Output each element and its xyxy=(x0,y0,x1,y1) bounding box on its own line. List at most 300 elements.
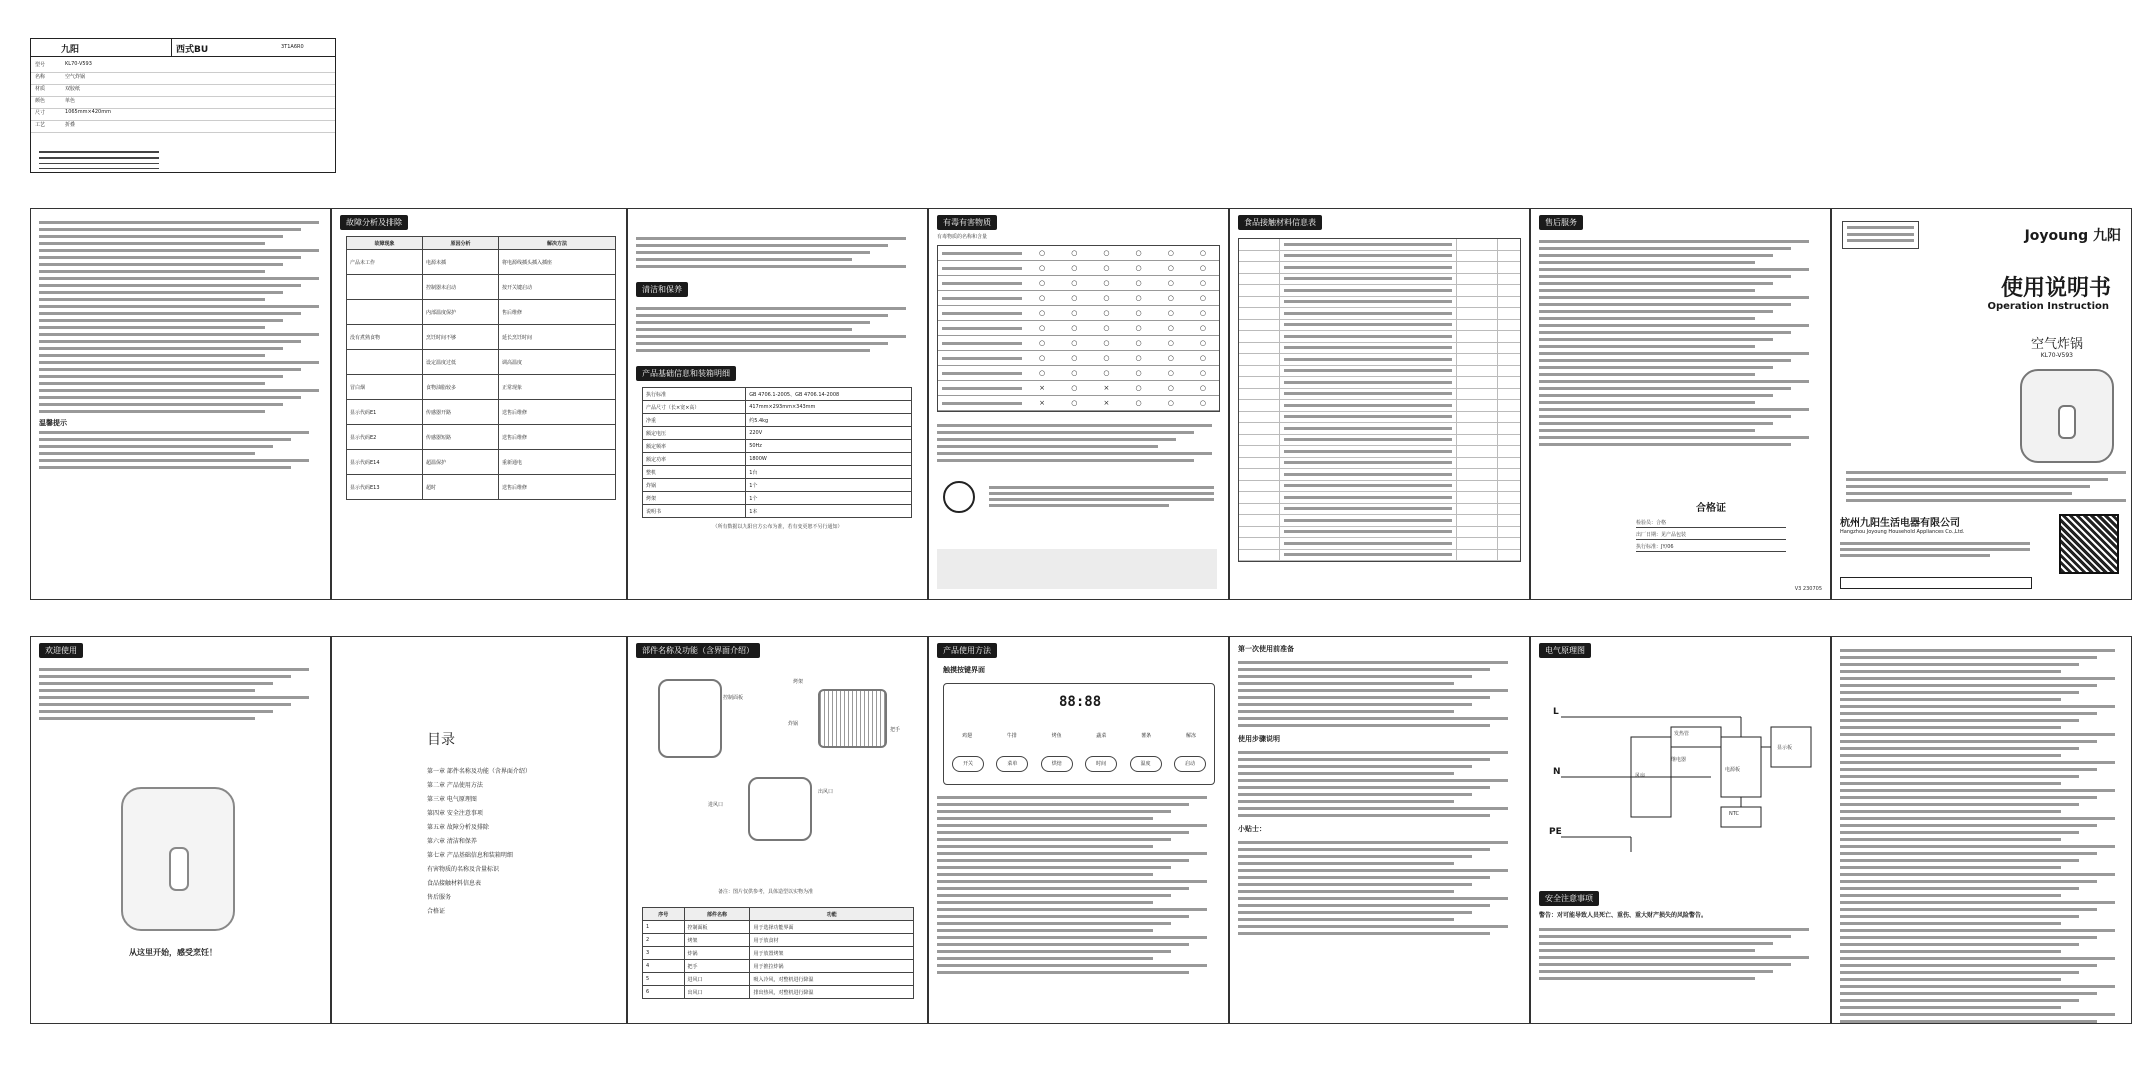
text-line xyxy=(1238,800,1454,803)
toc-item[interactable]: 合格证 xyxy=(427,908,446,915)
hazard-grid xyxy=(937,245,1220,412)
table-row: 额定电压 220V xyxy=(643,427,912,440)
text-line xyxy=(39,466,291,469)
control-button[interactable]: 菜单 xyxy=(996,756,1028,772)
recycle-icon xyxy=(943,481,975,513)
table-row: 冒白烟 食物油脂较多 正常现象 xyxy=(347,375,616,400)
text-line xyxy=(937,859,1189,862)
text-line xyxy=(1539,331,1791,334)
control-button[interactable]: 解冻 xyxy=(1185,733,1196,739)
text-line xyxy=(1840,1013,2115,1016)
food-row xyxy=(1239,354,1520,366)
fault-header: 原因分析 xyxy=(422,237,498,250)
cover-product-name: 空气炸锅 xyxy=(2030,337,2083,352)
text-line xyxy=(636,328,852,331)
text-line xyxy=(1539,240,1809,243)
header-rows xyxy=(31,61,335,133)
text-line xyxy=(1539,394,1773,397)
hazard-row: ○ ○ ○ ○ ○ ○ xyxy=(938,276,1219,291)
usage-subtitle: 触摸按键界面 xyxy=(943,666,985,674)
text-line xyxy=(937,817,1153,820)
text-line xyxy=(1840,978,2061,981)
header-row xyxy=(31,73,335,85)
text-line xyxy=(39,249,319,252)
text-line xyxy=(1840,999,2079,1002)
text-line xyxy=(1840,1006,2061,1009)
text-line xyxy=(1539,436,1809,439)
food-row xyxy=(1239,308,1520,320)
text-line xyxy=(1238,689,1508,692)
table-row: 内部温度保护 售后维修 xyxy=(347,300,616,325)
text-line xyxy=(1238,765,1472,768)
text-line xyxy=(937,866,1171,869)
text-line xyxy=(39,396,301,399)
text-line xyxy=(1840,726,2061,729)
cert-row-3: 执行标准：JY/06 xyxy=(1636,544,1786,552)
part-label-inlet: 进风口 xyxy=(708,802,724,808)
text-line xyxy=(39,242,265,245)
table-row: 4 把手 用于推拉炸锅 xyxy=(643,960,914,973)
cover-title: 使用说明书 xyxy=(2000,276,2111,301)
text-line xyxy=(1539,387,1791,390)
table-row: 3 炸锅 用于放置烤架 xyxy=(643,947,914,960)
text-line xyxy=(39,452,255,455)
text-line xyxy=(636,237,906,240)
text-line xyxy=(937,831,1189,834)
text-line xyxy=(1840,719,2079,722)
table-row: 显示代码E14 超温保护 重新通电 xyxy=(347,450,616,475)
table-row: 显示代码E2 传感器短路 送售后维修 xyxy=(347,425,616,450)
text-line xyxy=(1539,289,1755,292)
elec-label-pe: PE xyxy=(1549,827,1562,837)
text-line xyxy=(1238,696,1490,699)
text-line xyxy=(937,438,1176,441)
text-line xyxy=(1238,717,1508,720)
toc-item[interactable]: 第一章 部件名称及功能（含界面介绍） xyxy=(427,768,531,775)
text-line xyxy=(39,340,301,343)
control-button[interactable]: 启动 xyxy=(1174,756,1206,772)
text-line xyxy=(937,950,1171,953)
food-row xyxy=(1239,377,1520,389)
text-line xyxy=(937,431,1194,434)
text-line xyxy=(937,964,1207,967)
text-line xyxy=(39,382,265,385)
food-tag: 食品接触材料信息表 xyxy=(1238,215,1322,230)
text-line xyxy=(39,403,283,406)
fault-table xyxy=(346,236,616,500)
text-line xyxy=(1539,254,1773,257)
text-line xyxy=(1840,1020,2097,1023)
text-line xyxy=(937,894,1171,897)
hazard-row: × ○ × ○ ○ ○ xyxy=(938,396,1219,411)
table-row: 显示代码E13 超时 送售后维修 xyxy=(347,475,616,500)
circuit-diagram xyxy=(1541,697,1821,857)
text-line xyxy=(1238,848,1490,851)
food-row xyxy=(1239,251,1520,263)
text-line xyxy=(1840,943,2079,946)
text-line xyxy=(1238,724,1490,727)
tech-table xyxy=(642,387,912,518)
text-line xyxy=(937,922,1171,925)
hazard-row: ○ ○ ○ ○ ○ ○ xyxy=(938,261,1219,276)
version-label: V3 230705 xyxy=(1794,586,1822,592)
cert-row-2: 出厂日期：见产品包装 xyxy=(1636,532,1786,540)
hazard-row: ○ ○ ○ ○ ○ ○ xyxy=(938,291,1219,306)
text-line xyxy=(39,668,309,671)
text-line xyxy=(937,445,1158,448)
header-brand: 九阳 xyxy=(61,45,80,55)
table-row: 执行标准 GB 4706.1-2005、GB 4706.14-2008 xyxy=(643,388,912,401)
table-row: 净重 约5.4kg xyxy=(643,414,912,427)
usage-tag: 产品使用方法 xyxy=(937,643,997,658)
control-button[interactable]: 时间 xyxy=(1085,756,1117,772)
part-label-handle: 把手 xyxy=(890,727,901,733)
food-row xyxy=(1239,297,1520,309)
hazard-row: × ○ × ○ ○ ○ xyxy=(938,381,1219,396)
text-line xyxy=(1238,918,1454,921)
text-line xyxy=(937,929,1153,932)
welcome-tag: 欢迎使用 xyxy=(39,643,83,658)
text-line xyxy=(1840,649,2115,652)
text-line xyxy=(1238,897,1508,900)
text-line xyxy=(937,452,1212,455)
qr-code xyxy=(2059,514,2119,574)
text-line xyxy=(1539,247,1791,250)
toc-item[interactable]: 第二章 产品使用方法 xyxy=(427,782,483,789)
text-line xyxy=(1539,296,1809,299)
text-line xyxy=(1840,761,2115,764)
cover-model: KL70-V593 xyxy=(2040,352,2073,359)
electrical-tag: 电气原理图 xyxy=(1539,643,1591,658)
welcome-fryer-image xyxy=(121,787,235,931)
hazard-row: ○ ○ ○ ○ ○ ○ xyxy=(938,366,1219,381)
text-line xyxy=(39,459,309,462)
text-line xyxy=(1539,935,1791,938)
text-line xyxy=(1840,957,2115,960)
control-button[interactable]: 开关 xyxy=(952,756,984,772)
table-row: 6 出风口 排出热风，对整机进行降温 xyxy=(643,986,914,999)
text-line xyxy=(1840,992,2097,995)
text-line xyxy=(636,335,906,338)
text-line xyxy=(1238,682,1454,685)
text-line xyxy=(1840,852,2097,855)
control-button[interactable]: 鸡翅 xyxy=(961,733,972,739)
text-line xyxy=(1846,478,2108,481)
top-panel-food xyxy=(1229,208,1530,600)
text-line xyxy=(1840,754,2061,757)
text-line xyxy=(937,796,1207,799)
firstuse-title: 第一次使用前准备 xyxy=(1238,645,1294,653)
text-line xyxy=(1238,807,1508,810)
text-line xyxy=(39,689,255,692)
text-line xyxy=(39,263,283,266)
service-tag: 售后服务 xyxy=(1539,215,1583,230)
usage-panel xyxy=(928,636,1229,1024)
text-line xyxy=(636,251,870,254)
header-row xyxy=(31,97,335,109)
cert-row-1: 检验员：合格 xyxy=(1636,520,1786,528)
control-panel-diagram xyxy=(943,683,1215,785)
toc-item[interactable]: 第六章 清洁和保养 xyxy=(427,838,477,845)
text-line xyxy=(937,845,1153,848)
text-line xyxy=(1539,345,1755,348)
text-line xyxy=(39,312,301,315)
food-row xyxy=(1239,412,1520,424)
text-line xyxy=(1539,443,1791,446)
text-line xyxy=(1238,869,1508,872)
parts-table xyxy=(642,907,914,999)
text-line xyxy=(937,824,1207,827)
text-line xyxy=(1840,733,2115,736)
header-row xyxy=(31,85,335,97)
text-line xyxy=(1840,677,2115,680)
text-line xyxy=(39,431,309,434)
text-line xyxy=(1840,684,2097,687)
text-line xyxy=(39,305,319,308)
table-row: 额定频率 50Hz xyxy=(643,440,912,453)
text-line xyxy=(1238,751,1508,754)
text-line xyxy=(1539,401,1755,404)
elec-label-fan: 风扇 xyxy=(1635,773,1646,779)
toc-item[interactable]: 第七章 产品基础信息和装箱明细 xyxy=(427,852,513,859)
text-line xyxy=(39,319,283,322)
toc-item[interactable]: 第四章 安全注意事项 xyxy=(427,810,483,817)
hazard-row: ○ ○ ○ ○ ○ ○ xyxy=(938,321,1219,336)
text-line xyxy=(1840,936,2097,939)
hazard-row: ○ ○ ○ ○ ○ ○ xyxy=(938,336,1219,351)
table-row: 显示代码E1 传感器开路 送售后维修 xyxy=(347,400,616,425)
fault-header: 解决方法 xyxy=(498,237,615,250)
elec-label-heater: 发热管 xyxy=(1674,731,1690,737)
parts-panel xyxy=(627,636,928,1024)
part-label-rack: 烤架 xyxy=(793,679,804,685)
food-row xyxy=(1239,400,1520,412)
text-line xyxy=(39,375,283,378)
table-row: 控制器未启动 按开关键启动 xyxy=(347,275,616,300)
text-line xyxy=(39,326,265,329)
text-line xyxy=(636,244,888,247)
welcome-closing: 从这里开始，感受烹饪！ xyxy=(129,948,217,957)
text-line xyxy=(1840,880,2097,883)
parts-fryer-image xyxy=(658,679,722,758)
food-row xyxy=(1239,550,1520,562)
text-line xyxy=(1840,831,2079,834)
text-line xyxy=(1539,977,1755,980)
text-line xyxy=(1840,705,2115,708)
part-label-basket: 炸锅 xyxy=(788,721,799,727)
company-name: 杭州九阳生活电器有限公司 xyxy=(1840,518,1960,529)
text-line xyxy=(1840,796,2097,799)
text-line xyxy=(1846,499,2126,502)
text-line xyxy=(39,228,301,231)
toc-item[interactable]: 第三章 电气原理图 xyxy=(427,796,477,803)
text-line xyxy=(1840,663,2079,666)
text-line xyxy=(636,342,888,345)
cover-fryer-image xyxy=(2020,369,2114,463)
text-line xyxy=(937,838,1171,841)
brand-logo: Joyoung 九阳 xyxy=(2024,228,2121,244)
parts-header: 部件名称 xyxy=(684,908,750,921)
control-button[interactable]: 薯条 xyxy=(1141,733,1152,739)
text-line xyxy=(1840,950,2061,953)
safety-warning: 警告：对可能导致人员死亡、重伤、重大财产损失的风险警告。 xyxy=(1539,912,1708,919)
text-line xyxy=(937,852,1207,855)
welcome-panel xyxy=(30,636,331,1024)
text-line xyxy=(937,901,1153,904)
text-line xyxy=(1840,908,2097,911)
text-line xyxy=(1238,841,1508,844)
text-line xyxy=(39,675,291,678)
text-line xyxy=(937,957,1153,960)
text-line xyxy=(1539,970,1773,973)
text-line xyxy=(1840,971,2079,974)
text-line xyxy=(1840,712,2097,715)
electrical-panel xyxy=(1530,636,1831,1024)
safety-tag: 安全注意事项 xyxy=(1539,891,1599,906)
table-row: 没有煮熟食物 烹饪时间不够 延长烹饪时间 xyxy=(347,325,616,350)
text-line xyxy=(39,703,291,706)
food-row xyxy=(1239,527,1520,539)
text-line xyxy=(1539,373,1755,376)
text-line xyxy=(1840,866,2061,869)
text-line xyxy=(1840,817,2115,820)
header-row-key: 工艺 xyxy=(35,122,46,128)
text-line xyxy=(1238,855,1472,858)
text-line xyxy=(39,368,301,371)
parts-basket-image xyxy=(818,689,887,748)
text-line xyxy=(1238,911,1472,914)
text-line xyxy=(1840,838,2061,841)
text-line xyxy=(1539,429,1755,432)
toc-item[interactable]: 食品接触材料信息表 xyxy=(427,880,482,887)
text-line xyxy=(636,321,870,324)
table-row: 2 烤架 用于放食材 xyxy=(643,934,914,947)
food-row xyxy=(1239,262,1520,274)
text-line xyxy=(39,682,273,685)
text-line xyxy=(937,424,1212,427)
text-line xyxy=(1840,698,2061,701)
food-row xyxy=(1239,492,1520,504)
fault-header: 故障现象 xyxy=(347,237,423,250)
text-line xyxy=(1238,772,1454,775)
table-row: 产品尺寸（长×宽×高） 417mm×293mm×343mm xyxy=(643,401,912,414)
toc-panel xyxy=(331,636,627,1024)
text-line xyxy=(1238,710,1454,713)
text-line xyxy=(1539,928,1809,931)
text-line xyxy=(1840,768,2097,771)
text-line xyxy=(937,915,1189,918)
header-dept: 西式BU xyxy=(176,45,209,55)
food-row xyxy=(1239,389,1520,401)
header-row xyxy=(31,61,335,73)
toc-item[interactable]: 售后服务 xyxy=(427,894,452,901)
control-button[interactable]: 烤鱼 xyxy=(1051,733,1062,739)
text-line xyxy=(1840,929,2115,932)
table-row: 烤架 1个 xyxy=(643,492,912,505)
parts-note: 备注：图片仅供参考，具体造型以实物为准 xyxy=(718,889,814,895)
text-line xyxy=(1238,925,1508,928)
text-line xyxy=(1539,338,1773,341)
clean-tag: 清洁和保养 xyxy=(636,282,688,297)
food-row xyxy=(1239,504,1520,516)
text-line xyxy=(1840,740,2097,743)
text-line xyxy=(1539,949,1755,952)
text-line xyxy=(1840,747,2079,750)
control-button[interactable]: 烘焙 xyxy=(1041,756,1073,772)
header-row-key: 颜色 xyxy=(35,98,46,104)
text-line xyxy=(1840,656,2097,659)
text-line xyxy=(1539,963,1791,966)
spec-header-block xyxy=(30,38,336,173)
control-button[interactable]: 温度 xyxy=(1130,756,1162,772)
text-line xyxy=(937,908,1207,911)
text-line xyxy=(1840,782,2061,785)
text-line xyxy=(1238,932,1490,935)
firstuse-panel: 第一次使用前准备 使用步骤说明 小贴士： xyxy=(1229,636,1530,1024)
text-line xyxy=(39,717,255,720)
text-line xyxy=(1238,703,1472,706)
header-row-value: 折叠 xyxy=(65,122,76,128)
text-line xyxy=(1840,810,2061,813)
table-row: 设定温度过低 调高温度 xyxy=(347,350,616,375)
text-line xyxy=(1840,859,2079,862)
text-line xyxy=(1846,471,2126,474)
elec-label-display: 显示板 xyxy=(1777,745,1793,751)
text-line xyxy=(937,880,1207,883)
tech-tag: 产品基础信息和装箱明细 xyxy=(636,366,736,381)
part-label-panel: 控制面板 xyxy=(723,695,744,701)
text-line xyxy=(937,873,1153,876)
text-line xyxy=(1846,485,2090,488)
text-line xyxy=(1238,876,1490,879)
text-line xyxy=(1840,845,2115,848)
food-grid xyxy=(1238,238,1521,562)
food-row xyxy=(1239,320,1520,332)
text-line xyxy=(1840,789,2115,792)
text-line xyxy=(1238,779,1508,782)
text-line xyxy=(937,971,1189,974)
text-line xyxy=(636,258,852,261)
text-line xyxy=(39,710,273,713)
parts-tag: 部件名称及功能（含界面介绍） xyxy=(636,643,760,658)
text-line xyxy=(1840,824,2097,827)
control-button[interactable]: 蔬菜 xyxy=(1096,733,1107,739)
text-line xyxy=(636,314,888,317)
text-line xyxy=(39,235,283,238)
toc-item[interactable]: 第五章 故障分析及排除 xyxy=(427,824,489,831)
food-row xyxy=(1239,285,1520,297)
text-line xyxy=(1539,359,1791,362)
toc-item[interactable]: 有害物质的名称及含量标识 xyxy=(427,866,500,873)
text-line xyxy=(39,361,319,364)
hazard-row: ○ ○ ○ ○ ○ ○ xyxy=(938,351,1219,366)
text-line xyxy=(937,936,1207,939)
certificate xyxy=(1636,499,1786,571)
text-line xyxy=(1840,887,2079,890)
text-line xyxy=(1840,803,2079,806)
top-panel-hazard: 有毒有害物质 有毒物质的名称和含量 ○ ○ ○ ○ ○ ○ ○ ○ ○ ○ ○ ○ ○ ○ ○ ○ ○ ○ ○ ○ ○ ○ ○ ○ ○ ○ ○ ○ ○ ○ ○ ○ ○ ○ ○ ○ ○ ○ ○ ○ ○ ○ ○ ○ ○ ○ ○ ○ ○ ○ ○ ○ ○ ○ × ○ × ○ ○ ○ × ○ × ○ ○ ○ xyxy=(928,208,1229,600)
text-line xyxy=(1539,282,1773,285)
text-line xyxy=(39,270,265,273)
control-button[interactable]: 牛排 xyxy=(1006,733,1017,739)
text-line xyxy=(1539,317,1755,320)
text-line xyxy=(39,298,265,301)
text-line xyxy=(1238,758,1490,761)
food-row xyxy=(1239,331,1520,343)
tech-note: （所有数据以九阳官方公布为准，若有变更恕不另行通知） xyxy=(712,524,843,530)
text-line xyxy=(39,696,309,699)
text-line xyxy=(937,459,1194,462)
